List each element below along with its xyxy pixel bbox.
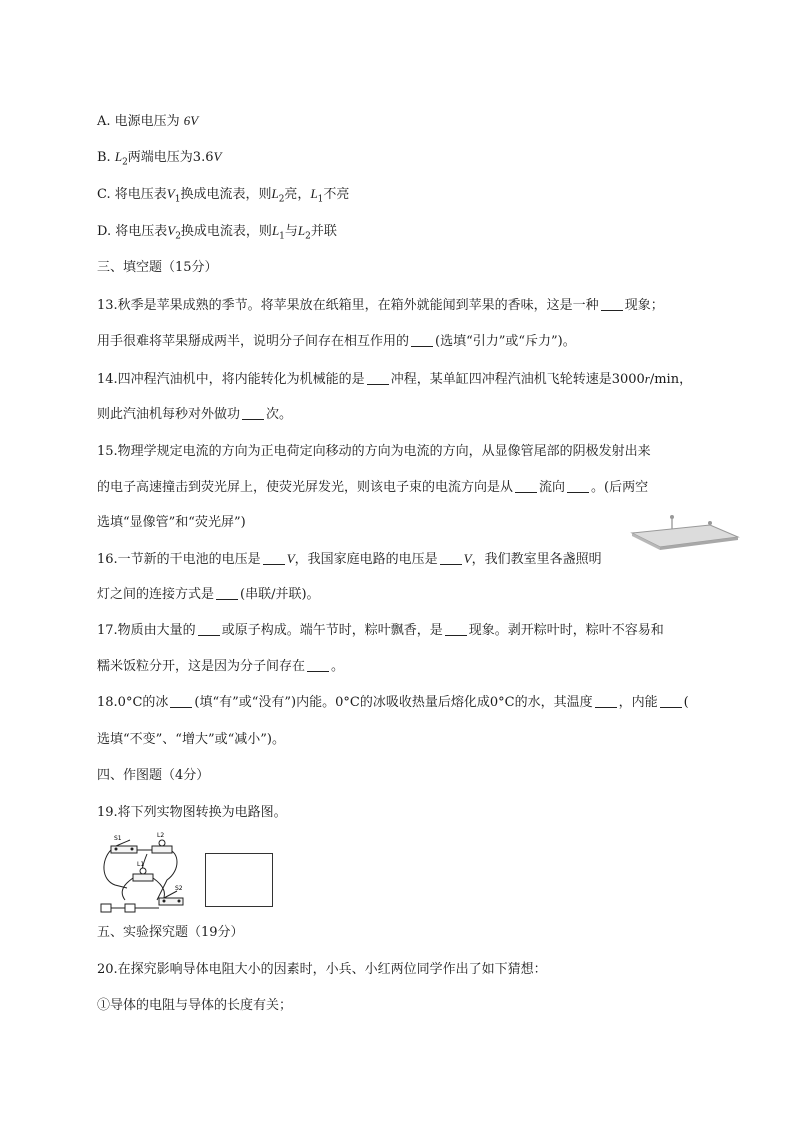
label-s1: S1	[114, 835, 122, 842]
q20-guess-1: ①导体的电阻与导体的长度有关；	[97, 998, 293, 1013]
section-draw-heading: 四、作图题（4分）	[97, 768, 210, 783]
q16-blank-2[interactable]	[440, 551, 462, 565]
q19-text: 19.将下列实物图转换为电路图。	[97, 805, 287, 820]
section-fill-heading: 三、填空题（15分）	[97, 260, 218, 275]
q18-blank-1[interactable]	[170, 694, 192, 708]
q15-line3: 选填“显像管”和“荧光屏”)	[97, 515, 246, 530]
q17-blank-1[interactable]	[198, 622, 220, 636]
label-l1: L1	[137, 861, 145, 868]
q18-blank-3[interactable]	[660, 694, 682, 708]
q13-blank-1[interactable]	[601, 297, 623, 311]
q13-line2: 用手很难将苹果掰成两半，说明分子间存在相互作用的 (选填“引力”或“斥力”)。	[97, 334, 576, 349]
q14-blank-2[interactable]	[242, 406, 264, 420]
q18-line1: 18.0°C的冰 (填“有”或“没有”)内能。0°C的冰吸收热量后熔化成0°C的水，其温度 ，内能 (	[97, 695, 689, 710]
q14-line2: 则此汽油机每秒对外做功 次。	[97, 407, 293, 422]
label-l2: L2	[157, 832, 165, 839]
section-exp-heading: 五、实验探究题（19分）	[97, 925, 244, 940]
circuit-physical-diagram	[97, 830, 197, 916]
q18-blank-2[interactable]	[595, 694, 617, 708]
q17-line1: 17.物质由大量的 或原子构成。端午节时，粽叶飘香，是 现象。剥开粽叶时，粽叶不容易和	[97, 623, 664, 638]
q15-blank-1[interactable]	[515, 479, 537, 493]
q17-blank-3[interactable]	[307, 658, 329, 672]
option-a: A. 电源电压为 6V	[97, 113, 199, 129]
q16-blank-1[interactable]	[263, 551, 285, 565]
q16-line1: 16.一节新的干电池的电压是 V，我国家庭电路的电压是 V，我们教室里各盏照明	[97, 551, 602, 567]
q17-line2: 糯米饭粒分开，这是因为分子间存在 。	[97, 659, 345, 674]
option-b: B. $L_2$两端电压为3.6V	[97, 149, 222, 168]
q15-line1: 15.物理学规定电流的方向为正电荷定向移动的方向为电流的方向，从显像管尾部的阴极发射出来	[97, 444, 651, 459]
circuit-answer-box[interactable]	[205, 853, 273, 907]
q13-blank-2[interactable]	[411, 333, 433, 347]
q14-blank-1[interactable]	[367, 371, 389, 385]
q13-line1: 13.秋季是苹果成熟的季节。将苹果放在纸箱里，在箱外就能闻到苹果的香味，这是一种 现象；	[97, 298, 664, 313]
ceiling-lamp-illustration	[630, 515, 740, 551]
q15-blank-2[interactable]	[567, 479, 589, 493]
q18-line2: 选填“不变”、“增大”或“减小”)。	[97, 732, 285, 747]
q15-line2: 的电子高速撞击到荧光屏上，使荧光屏发光，则该电子束的电流方向是从 流向 。(后两空	[97, 480, 649, 495]
q17-blank-2[interactable]	[445, 622, 467, 636]
option-d: D. 将电压表$V_2$换成电流表，则$L_1$与$L_2$并联	[97, 223, 337, 242]
q20-text: 20.在探究影响导体电阻大小的因素时，小兵、小红两位同学作出了如下猜想：	[97, 962, 547, 977]
q16-blank-3[interactable]	[216, 586, 238, 600]
q14-line1: 14.四冲程汽油机中，将内能转化为机械能的是 冲程，某单缸四冲程汽油机飞轮转速是3000r/min，	[97, 371, 693, 387]
option-c: C. 将电压表$V_1$换成电流表，则$L_2$亮，$L_1$不亮	[97, 186, 350, 205]
q16-line2: 灯之间的连接方式是 (串联/并联)。	[97, 587, 320, 602]
label-s2: S2	[175, 885, 183, 892]
